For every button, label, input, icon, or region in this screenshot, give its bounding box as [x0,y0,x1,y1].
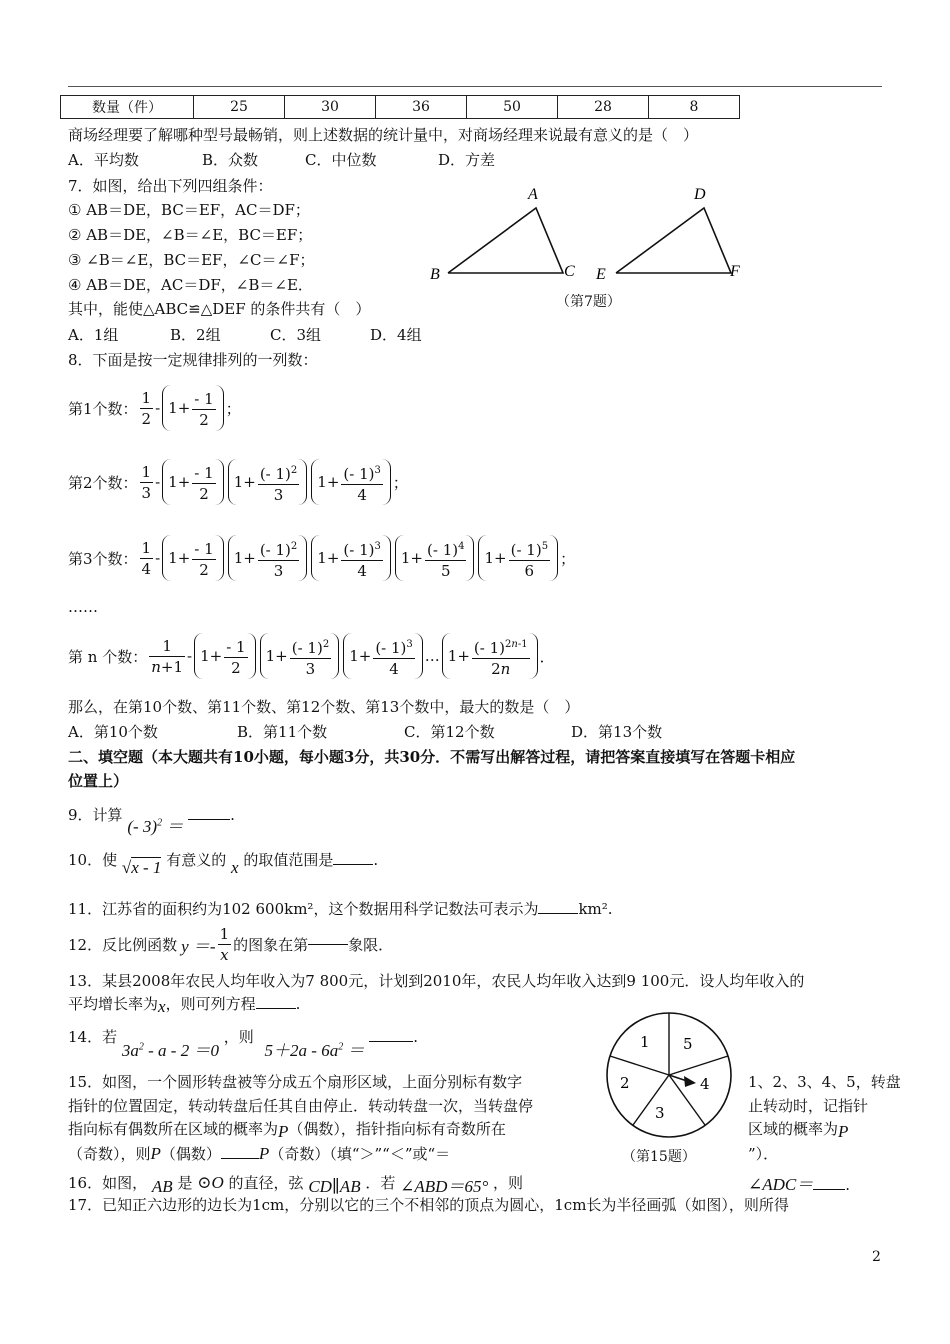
q7-option-a: A．1组 [68,326,119,344]
table-cell: 36 [376,96,467,119]
q8-option-c: C．第12个数 [404,723,495,741]
sector-1: 1 [640,1033,650,1051]
section2-heading: 二、填空题（本大题共有10小题，每小题3分，共30分．不需写出解答过程，请把答案直接填写在答题卡相应 [68,748,796,766]
q6-option-c: C．中位数 [305,151,377,169]
q7-option-c: C．3组 [270,326,322,344]
spinner-wheel [600,1005,740,1145]
q8-term-1: 第1个数： $\frac{1}{2}$ - 1+ $\frac{- 1}{2}$ ； [68,385,241,431]
q9: 9．计算 (- 3)$^2$ ＝ . [68,806,235,836]
table-cell: 50 [467,96,558,119]
label-c: C [564,263,575,280]
q7-option-b: B．2组 [170,326,221,344]
table-cell: 25 [194,96,285,119]
table-cell: 30 [285,96,376,119]
q13-line2: 平均增长率为x，则可列方程 . [68,995,301,1016]
q8-option-d: D．第13个数 [571,723,663,741]
q8-option-a: A．第10个数 [68,723,158,741]
label-d: D [694,186,706,203]
sector-5: 5 [683,1035,693,1053]
label-f: F [730,263,740,280]
sector-2: 2 [620,1074,630,1092]
q8-term-2: 第2个数： $\frac{1}{3}$ - 1+ $\frac{- 1}{2}$ 1+ $\frac{(- 1)^2}{3}$ 1+ $\frac{(- 1)^3}{4}$ ； [68,459,408,505]
q8-dots: …… [68,598,98,616]
sector-3: 3 [655,1104,665,1122]
data-table [60,95,740,119]
q7-stem: 7．如图，给出下列四组条件： [68,177,273,195]
q8-ask: 那么，在第10个数、第11个数、第12个数、第13个数中，最大的数是（ ） [68,698,580,716]
q6-option-a: A．平均数 [68,151,139,169]
q7-cond-3: ③ ∠B＝∠E，BC＝EF，∠C＝∠F； [68,251,315,269]
q13-line1: 13．某县2008年农民人均年收入为7 800元，计划到2010年，农民人均年收入达到9 100元．设人均年收入的 [68,972,805,990]
q7-ask: 其中，能使△ABC≌△DEF 的条件共有（ ） [68,300,371,318]
q15-right2: 止转动时，记指针 [748,1097,869,1115]
q6-stem: 商场经理要了解哪种型号最畅销，则上述数据的统计量中，对商场经理来说最有意义的是（ ） [68,126,699,144]
label-a: A [528,186,538,203]
table-cell: 28 [558,96,649,119]
q15-line1: 15．如图，一个圆形转盘被等分成五个扇形区域，上面分别标有数字 [68,1073,523,1091]
q15-line3: 指向标有偶数所在区域的概率为P（偶数），指针指向标有奇数所在 [68,1120,506,1141]
q10: 10．使 √x - 1 有意义的 x 的取值范围是 . [68,851,379,877]
q7-cond-4: ④ AB＝DE，AC＝DF，∠B＝∠E． [68,276,313,294]
q8-term-3: 第3个数： $\frac{1}{4}$ - 1+ $\frac{- 1}{2}$ 1+ $\frac{(- 1)^2}{3}$ 1+ $\frac{(- 1)^3}{4}$ 1+ $\frac{(- 1)^4}{5}$ 1+ $\frac{(- 1)^5}{6}$ ； [68,535,575,581]
q7-figure-caption: （第7题） [556,294,621,310]
q15-right4: ”）． [748,1145,779,1163]
q7-cond-1: ① AB＝DE，BC＝EF，AC＝DF； [68,201,310,219]
section2-heading-cont: 位置上） [68,772,129,790]
q12: 12．反比例函数 y ＝- $\frac{1}{x}$ 的图象在第 象限． [68,925,394,964]
q15-figure-caption: （第15题） [622,1149,696,1165]
q8-stem: 8．下面是按一定规律排列的一列数： [68,351,318,369]
q6-option-d: D．方差 [438,151,496,169]
q15-line2: 指针的位置固定，转动转盘后任其自由停止．转动转盘一次，当转盘停 [68,1097,534,1115]
q17: 17．已知正六边形的边长为1cm，分别以它的三个不相邻的顶点为圆心，1cm长为半径画弧（如图），则所得 [68,1196,789,1214]
top-rule [68,86,882,87]
table-header-cell: 数量（件） [61,96,194,119]
q14: 14．若 $3a^2 - a - 2 =0$ ，则 $5+2a - 6a^2$ ＝ . [68,1028,419,1060]
sector-4: 4 [700,1075,710,1093]
q7-option-d: D．4组 [370,326,422,344]
q11: 11．江苏省的面积约为102 600km²，这个数据用科学记数法可表示为 km². [68,900,613,918]
table-cell: 8 [649,96,740,119]
q16-answer: ∠ADC＝ . [748,1175,851,1194]
page-number: 2 [872,1249,881,1265]
q16: 16．如图， AB 是 ⊙O 的直径，弦 CD∥AB ．若 ∠ABD＝65° ，则 [68,1173,524,1196]
label-b: B [430,266,440,283]
triangles-figure [420,180,760,290]
q7-cond-2: ② AB＝DE，∠B＝∠E，BC＝EF； [68,226,313,244]
q8-option-b: B．第11个数 [237,723,328,741]
q15-right1: 1、2、3、4、5，转盘 [748,1073,901,1091]
q6-option-b: B．众数 [202,151,259,169]
q15-right3: 区域的概率为P [748,1120,849,1141]
q8-term-n: 第 n 个数： $\frac{1}{n+1}$ - 1+ $\frac{- 1}{2}$ 1+ $\frac{(- 1)^2}{3}$ 1+ $\frac{(- 1)^3}{4}$ … 1+ $\frac{(- 1)^{2n-1}}{2n}$ ． [68,633,555,679]
q15-line4: （奇数），则P（偶数） P（奇数）（填“＞”“＜”或“＝ [68,1144,451,1163]
label-e: E [596,266,606,283]
